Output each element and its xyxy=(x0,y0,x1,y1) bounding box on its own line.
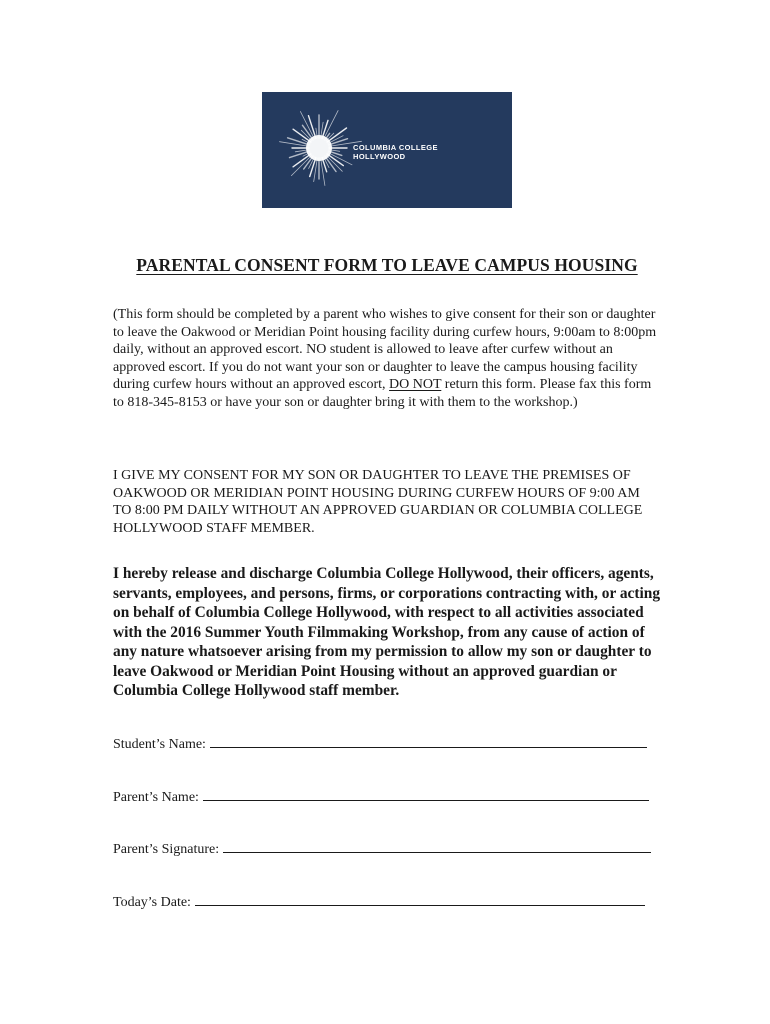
parent-signature-field xyxy=(113,838,651,858)
intro-paragraph xyxy=(113,306,658,412)
todays-date-label: Today’s Date: xyxy=(113,895,191,910)
parent-name-line[interactable] xyxy=(203,786,649,801)
parent-signature-label: Parent’s Signature: xyxy=(113,842,220,857)
release-statement: I hereby release and discharge Columbia College Hollywood, their officers, agents, servants, employees, and persons, firms, or corporations contracting with, or acting on behalf of Columbia College Hollywood, with respect to all activities associated with the 2016 Summer Youth Filmmaking Workshop, from any cause of action of any nature whatsoever arising from my permission to allow my son or daughter to leave Oakwood or Meridian Point Housing without an approved guardian or Columbia College Hollywood staff member. xyxy=(113,565,661,699)
intro-text-start: (This form should be completed by a parent who wishes to give consent for their son or daughter to leave the Oakwood or Meridian Point housing facility during curfew hours, 9:00am to 8:00pm daily, without an approved escort. NO student is allowed to leave after curfew without an approved escort. If you do not want your son or daughter to leave the campus housing facility during curfew hours without an approved escort, xyxy=(113,307,657,393)
student-name-line[interactable] xyxy=(210,733,647,748)
college-logo xyxy=(262,92,512,208)
logo-line-2: HOLLYWOOD xyxy=(353,152,406,161)
page-title: PARENTAL CONSENT FORM TO LEAVE CAMPUS HOUSING xyxy=(136,255,638,275)
todays-date-line[interactable] xyxy=(195,891,645,906)
logo-wordmark xyxy=(353,143,438,161)
todays-date-field xyxy=(113,891,645,911)
intro-emphasis: DO NOT xyxy=(389,377,442,393)
parent-name-field xyxy=(113,786,649,806)
parent-name-label: Parent’s Name: xyxy=(113,790,199,805)
parent-signature-line[interactable] xyxy=(223,838,651,853)
student-name-label: Student’s Name: xyxy=(113,737,206,752)
intro-text-end: return this form. Please fax this form to 818-345-8153 or have your son or daughter bring it with them to the workshop.) xyxy=(113,377,652,410)
logo-line-1: COLUMBIA COLLEGE xyxy=(353,143,438,152)
consent-statement: I GIVE MY CONSENT FOR MY SON OR DAUGHTER TO LEAVE THE PREMISES OF OAKWOOD OR MERIDIAN POINT HOUSING DURING CURFEW HOURS OF 9:00 AM TO 8:00 PM DAILY WITHOUT AN APPROVED GUARDIAN OR COLUMBIA COLLEGE HOLLYWOOD STAFF MEMBER. xyxy=(113,468,643,536)
student-name-field xyxy=(113,733,647,753)
